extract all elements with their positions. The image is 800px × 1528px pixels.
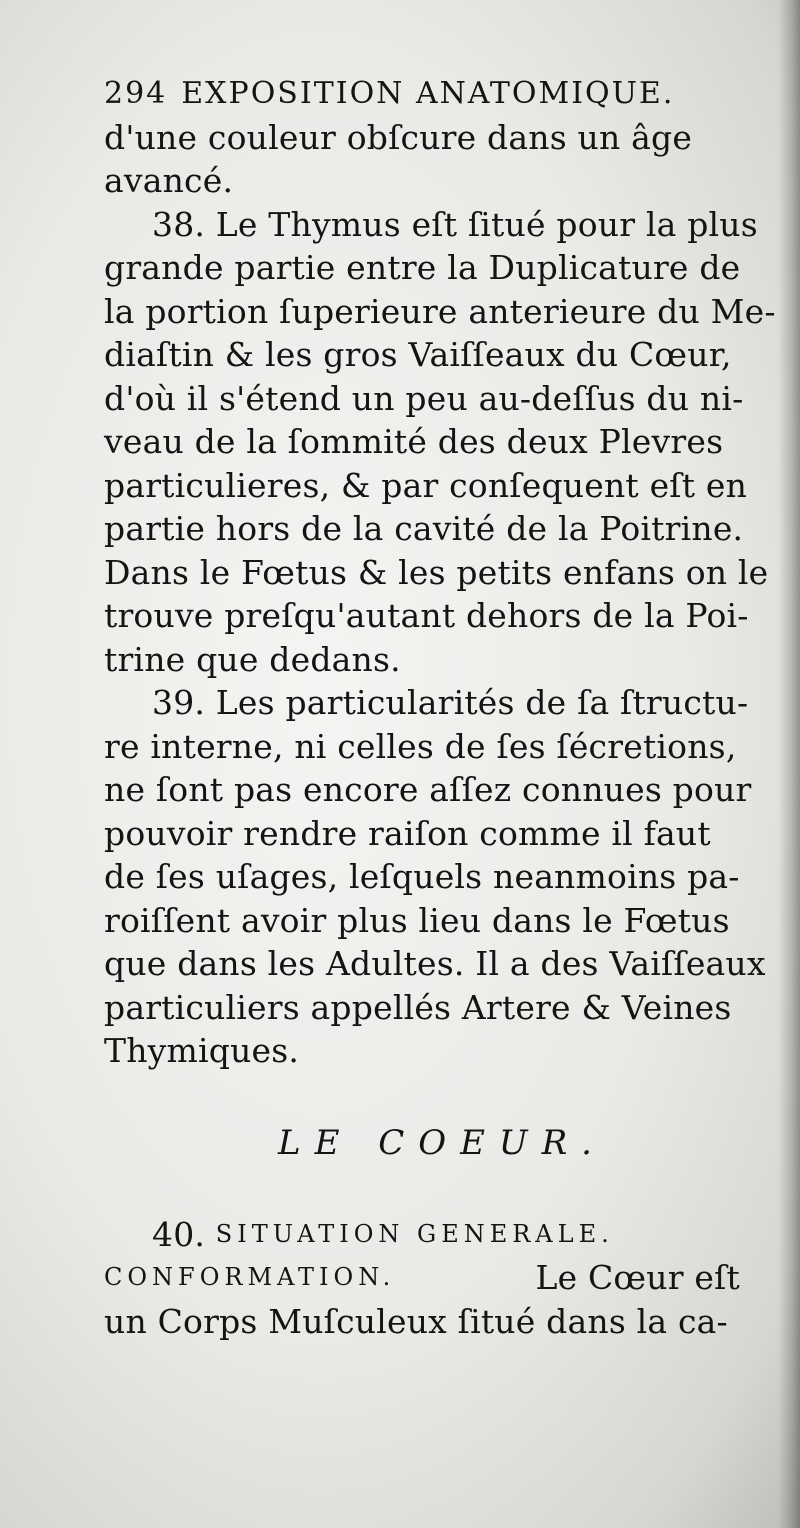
- page-text: [104, 72, 776, 1343]
- section-number: 40.: [152, 1214, 206, 1254]
- text-line: trine que dedans.: [104, 639, 401, 679]
- text-line: 39. Les particularités de ſa ſtructu-: [152, 683, 749, 722]
- text-line: avancé.: [104, 161, 234, 200]
- text-fragment: Le Cœur eſt: [535, 1258, 740, 1297]
- text-line: de ſes uſages, leſquels neanmoins pa-: [104, 857, 740, 896]
- text-line: d'une couleur obſcure dans un âge: [104, 117, 693, 157]
- text-line: trouve preſqu'autant dehors de la Poi-: [104, 596, 749, 635]
- text-line: [104, 1256, 740, 1300]
- section-heading-line: [104, 1213, 740, 1257]
- text-line: ne ſont pas encore aſſez connues pour: [104, 770, 752, 809]
- section-title: LE COEUR.: [278, 1122, 606, 1163]
- running-head-title: EXPOSITION ANATOMIQUE.: [181, 76, 675, 111]
- text-line: particuliers appellés Artere & Veines: [104, 987, 732, 1027]
- page-edge-shadow: [778, 0, 800, 1528]
- text-line: d'où il s'étend un peu au-deſſus du ni-: [104, 378, 744, 418]
- text-line: roiſſent avoir plus lieu dans le Fœtus: [104, 900, 730, 940]
- text-line: Dans le Fœtus & les petits enfans on le: [104, 552, 769, 592]
- running-head: [104, 72, 740, 116]
- text-line: pouvoir rendre raiſon comme il faut: [104, 813, 711, 853]
- text-line: diaſtin & les gros Vaiſſeaux du Cœur,: [104, 335, 732, 374]
- text-line: veau de la ſommité des deux Plevres: [104, 422, 724, 461]
- text-line: un Corps Muſculeux ſitué dans la ca-: [104, 1301, 728, 1341]
- text-line: particulieres, & par conſequent eſt en: [104, 465, 748, 505]
- section-heading: SITUATION GENERALE.: [215, 1219, 614, 1248]
- text-line: re interne, ni celles de ſes ſécretions,: [104, 726, 737, 766]
- text-line: partie hors de la cavité de la Poitrine.: [104, 509, 744, 548]
- text-line: grande partie entre la Duplicature de: [104, 248, 741, 287]
- text-line: 38. Le Thymus eſt ſitué pour la plus: [152, 204, 758, 244]
- page-number: 294: [104, 76, 168, 111]
- text-line: Thymiques.: [104, 1031, 300, 1070]
- text-line: que dans les Adultes. Il a des Vaiſſeaux: [104, 944, 766, 983]
- text-line: la portion ſuperieure anterieure du Me-: [104, 291, 776, 331]
- section-subheading: CONFORMATION.: [104, 1263, 396, 1291]
